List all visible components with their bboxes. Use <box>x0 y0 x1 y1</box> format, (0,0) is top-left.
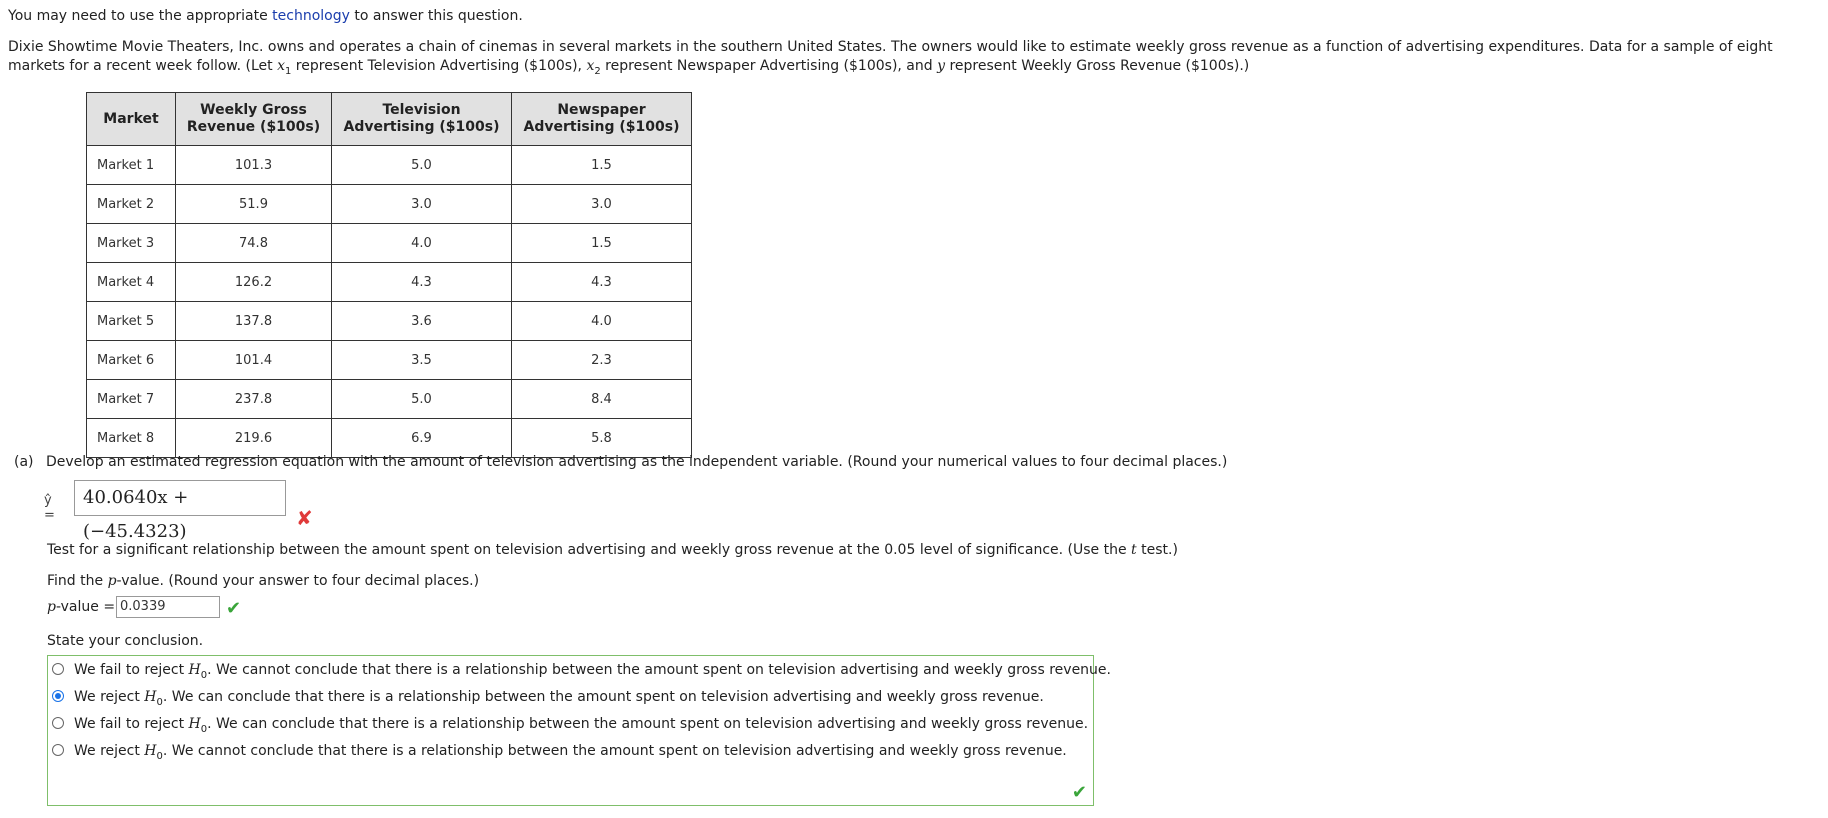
problem-statement: Dixie Showtime Movie Theaters, Inc. owns and operates a chain of cinemas in several markets in the southern United States. The owners would like to estimate weekly gross revenue as a function of advertising expenditures. Data for a sample of eight markets for a recent week follow. (Let $x_1$ represent Television Advertising ($100s), $x_2$ represent Newspaper Advertising ($100s), and y represent Weekly Gross Revenue ($100s).) <box>8 39 1773 77</box>
cell-tv: 6.9 <box>332 419 512 458</box>
table-row <box>87 146 692 185</box>
option-reject-can[interactable]: We reject $H_0$. We can conclude that there is a relationship between the amount spent on television advertising and weekly gross revenue. <box>52 689 1044 711</box>
cell-market: Market 4 <box>87 263 176 302</box>
header-revenue: Weekly Gross Revenue ($100s) <box>176 93 332 146</box>
table-header-row <box>87 93 692 146</box>
cell-revenue: 237.8 <box>176 380 332 419</box>
radio-button-selected[interactable] <box>52 690 64 702</box>
technology-link[interactable]: technology <box>272 8 350 24</box>
table-row <box>87 341 692 380</box>
cell-revenue: 51.9 <box>176 185 332 224</box>
cell-newspaper: 8.4 <box>512 380 692 419</box>
cell-market: Market 3 <box>87 224 176 263</box>
check-icon: ✔ <box>1071 782 1087 803</box>
table-row <box>87 380 692 419</box>
check-icon: ✔ <box>226 598 242 619</box>
find-pvalue-prompt: Find the p-value. (Round your answer to four decimal places.) <box>47 573 480 589</box>
cell-newspaper: 4.0 <box>512 302 692 341</box>
cell-market: Market 5 <box>87 302 176 341</box>
test-prompt: Test for a significant relationship between the amount spent on television advertising and weekly gross revenue at the 0.05 level of significance. (Use the t test.) <box>47 542 1178 558</box>
cell-tv: 3.5 <box>332 341 512 380</box>
cell-tv: 5.0 <box>332 146 512 185</box>
conclusion-label: State your conclusion. <box>47 633 204 649</box>
cell-market: Market 2 <box>87 185 176 224</box>
part-a-question: (a) Develop an estimated regression equation with the amount of television advertising as the independent variable. (Round your numerical values to four decimal places.) <box>14 454 1228 470</box>
cell-tv: 4.3 <box>332 263 512 302</box>
cell-newspaper: 5.8 <box>512 419 692 458</box>
radio-button[interactable] <box>52 663 64 675</box>
yhat-label: ŷ = <box>44 493 55 523</box>
cell-revenue: 219.6 <box>176 419 332 458</box>
cell-newspaper: 2.3 <box>512 341 692 380</box>
cell-revenue: 74.8 <box>176 224 332 263</box>
cell-tv: 5.0 <box>332 380 512 419</box>
header-market: Market <box>87 93 176 146</box>
part-a-label: (a) <box>14 454 34 470</box>
pvalue-input[interactable]: 0.0339 <box>116 596 220 618</box>
option-fail-reject-cannot[interactable]: We fail to reject $H_0$. We cannot conclude that there is a relationship between the amount spent on television advertising and weekly gross revenue. <box>52 662 1111 684</box>
cell-tv: 3.0 <box>332 185 512 224</box>
cell-newspaper: 3.0 <box>512 185 692 224</box>
radio-button[interactable] <box>52 744 64 756</box>
cell-tv: 3.6 <box>332 302 512 341</box>
cell-revenue: 101.3 <box>176 146 332 185</box>
cell-revenue: 101.4 <box>176 341 332 380</box>
pvalue-label: p-value = <box>47 599 116 615</box>
cell-market: Market 1 <box>87 146 176 185</box>
option-fail-reject-can[interactable]: We fail to reject $H_0$. We can conclude that there is a relationship between the amount spent on television advertising and weekly gross revenue. <box>52 716 1088 738</box>
cell-tv: 4.0 <box>332 224 512 263</box>
header-newspaper-advertising: Newspaper Advertising ($100s) <box>512 93 692 146</box>
x-icon: ✘ <box>296 506 313 530</box>
table-row <box>87 224 692 263</box>
data-table <box>86 92 692 458</box>
header-tv-advertising: Television Advertising ($100s) <box>332 93 512 146</box>
table-row <box>87 263 692 302</box>
cell-newspaper: 1.5 <box>512 224 692 263</box>
option-reject-cannot[interactable]: We reject $H_0$. We cannot conclude that there is a relationship between the amount spent on television advertising and weekly gross revenue. <box>52 743 1067 765</box>
intro-text: You may need to use the appropriate technology to answer this question. <box>8 8 523 24</box>
radio-button[interactable] <box>52 717 64 729</box>
regression-equation-input[interactable]: 40.0640x + (−45.4323) <box>74 480 286 516</box>
table-row <box>87 185 692 224</box>
cell-revenue: 137.8 <box>176 302 332 341</box>
cell-newspaper: 4.3 <box>512 263 692 302</box>
cell-revenue: 126.2 <box>176 263 332 302</box>
cell-market: Market 8 <box>87 419 176 458</box>
cell-market: Market 6 <box>87 341 176 380</box>
table-row <box>87 302 692 341</box>
cell-market: Market 7 <box>87 380 176 419</box>
table-row <box>87 419 692 458</box>
cell-newspaper: 1.5 <box>512 146 692 185</box>
conclusion-options <box>47 655 1111 806</box>
